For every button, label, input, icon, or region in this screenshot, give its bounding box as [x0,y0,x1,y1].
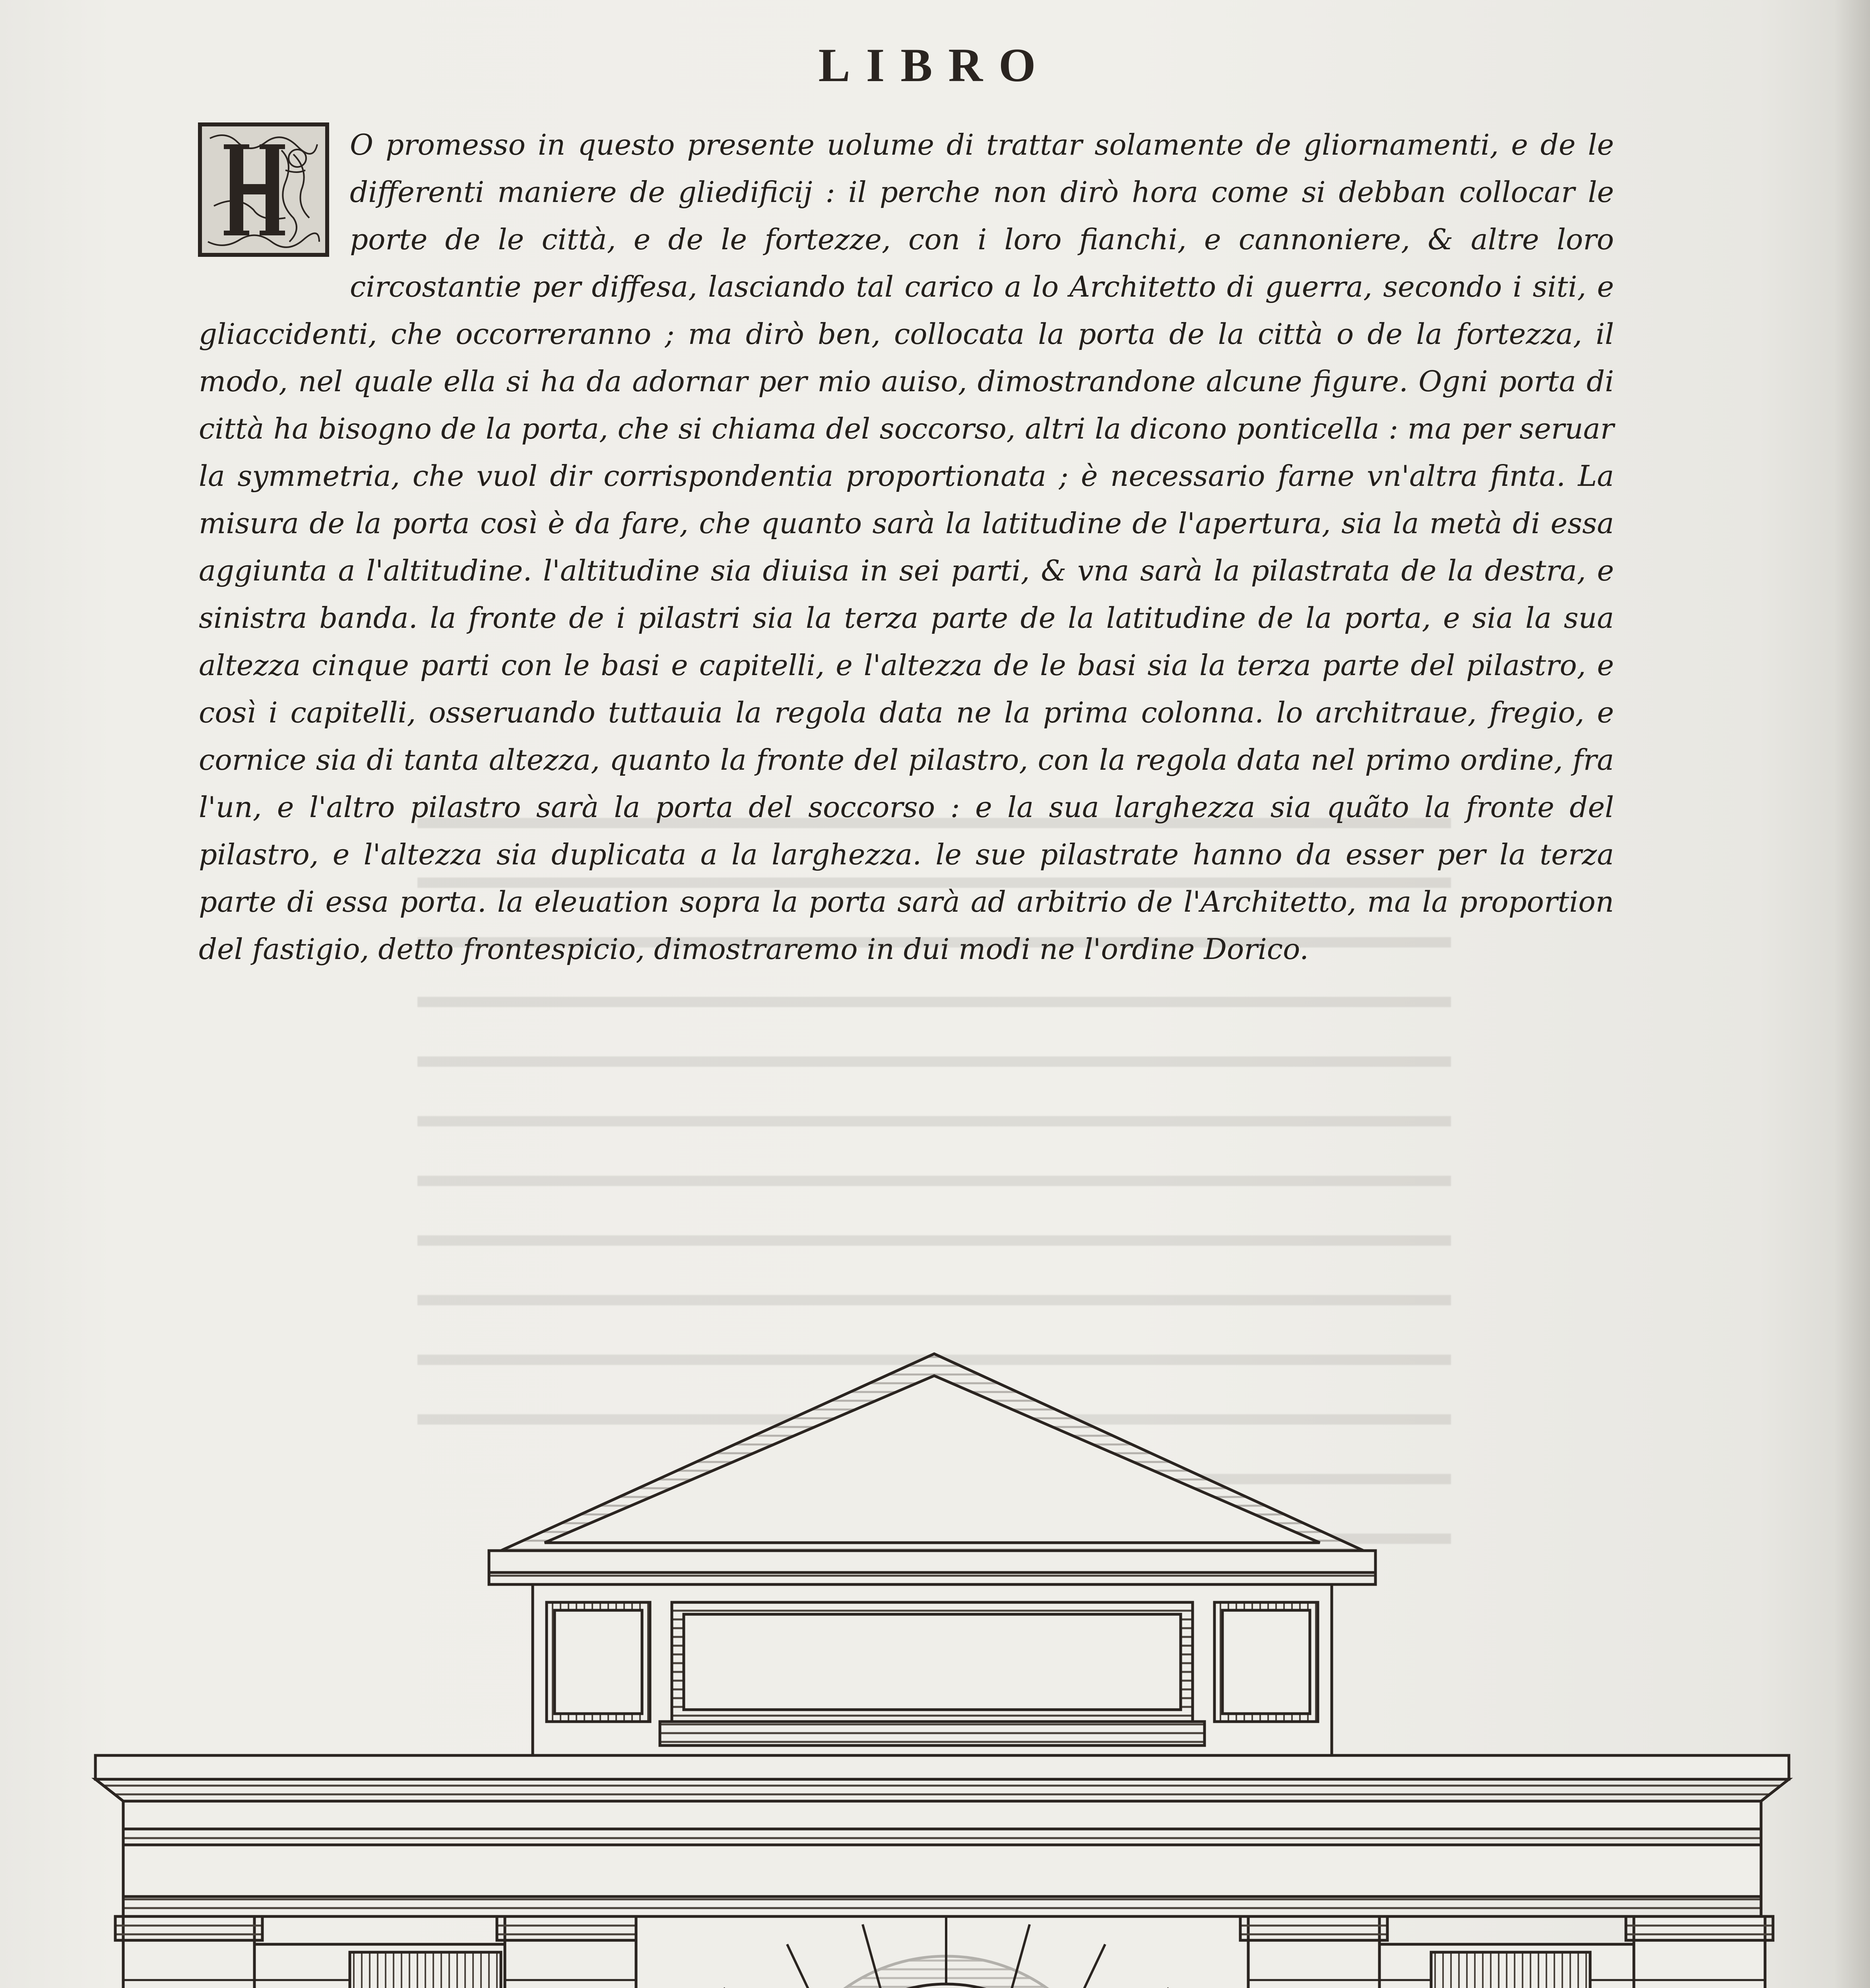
running-head: LIBRO [818,39,1052,91]
left-pilaster-block [111,1916,668,1988]
body-paragraph [199,121,1614,973]
initial-indent [199,121,350,296]
attic [533,1584,1332,1755]
city-gate-woodcut-illustration [72,1344,1813,1988]
pediment [489,1354,1375,1584]
body-text: O promesso in questo presente uolume di trattar solamente de gliornamenti, e de le differenti maniere de gliedificij : il perche non dirò hora come si debban collocar le porte de le città, e de le fortezze, con i loro fianchi, e cannoniere, & altre loro circostantie per diffesa, lasciando tal carico a lo Architetto di guerra, secondo i siti, e gliaccidenti, che occorreranno ; ma dirò ben, collocata la porta de la città o de la fortezza, il modo, nel quale ella si ha da adornar per mio auiso, dimostrandone alcune figure. Ogni porta di città ha bisogno de la porta, che si chiama del soccorso, altri la dicono ponticella : ma per seruar la symmetria, che vuol dir corrispondentia proportionata ; è necessario farne vn'altra finta. La misura de la porta così è da fare, che quanto sarà la latitudine de l'apertura, sia la metà di essa aggiunta a l'altitudine. l'altitudine sia diuisa in sei parti, & vna sarà la pilastrata de la destra, e sinistra banda. la fronte de i pilastri sia la terza parte de la latitudine de la porta, e sia la sua altezza cinque parti con le basi e capitelli, e l'altezza de le basi sia la terza parte del pilastro, e così i capitelli, osseruando tuttauia la regola data ne la prima colonna. lo architraue, fregio, e cornice sia di tanta altezza, quanto la fronte del pilastro, con la regola data nel primo ordine, fra l'un, e l'altro pilastro sarà la porta del soccorso : e la sua larghezza sia quãto la fronte del pilastro, e l'altezza sia duplicata a la larghezza. le sue pilastrate hanno da esser per la terza parte di essa porta. la eleuation sopra la porta sarà ad arbitrio de l'Architetto, ma la proportion del fastigio, detto frontespicio, dimostraremo in dui modi ne l'ordine Dorico. [199,128,1614,966]
central-arch [636,1916,1256,1988]
right-pilaster-block [1236,1916,1777,1988]
page-spine-shadow [1834,0,1870,1988]
entablature [95,1755,1789,1916]
